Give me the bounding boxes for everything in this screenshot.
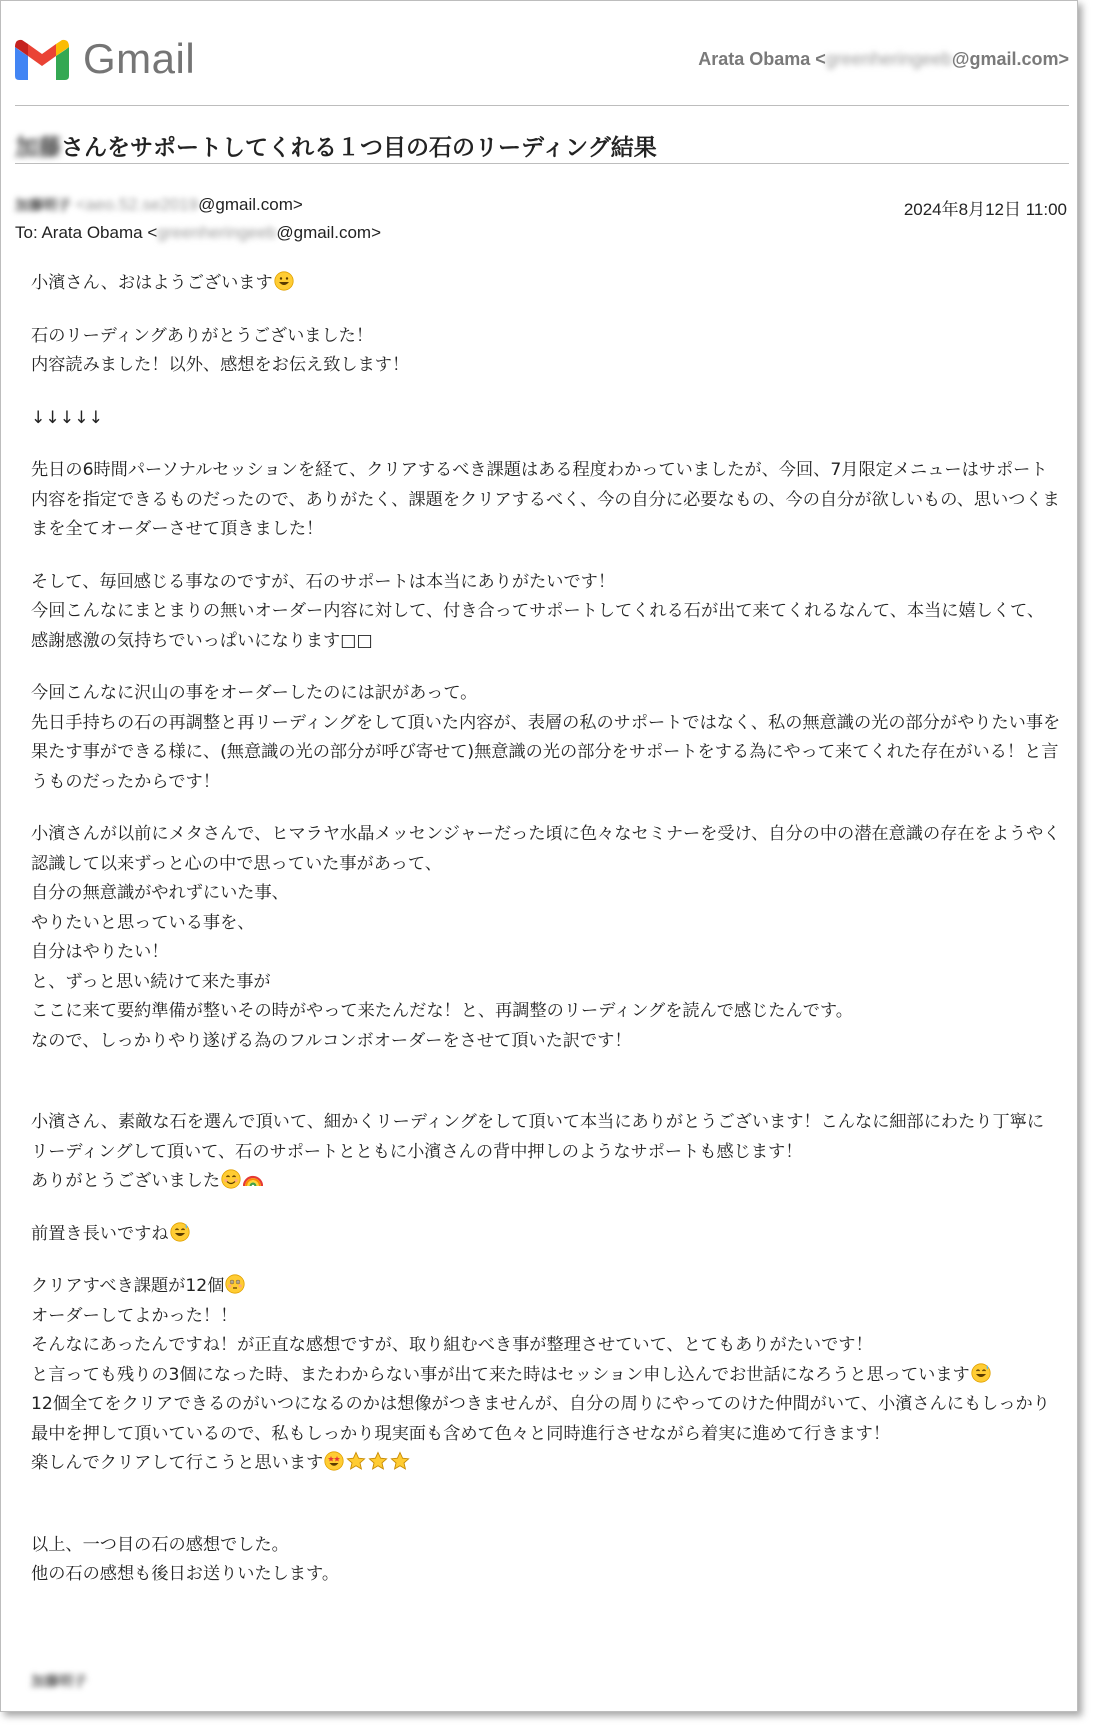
email-body [31,269,1061,1613]
body-paragraph [31,820,1061,1056]
body-line: 小濱さんが以前にメタさんで、ヒマラヤ水晶メッセンジャーだった頃に色々なセミナーを受け、自分の中の潜在意識の存在をようやく認識して以来ずっと心の中で思っていた事があって、 [31,824,1061,874]
body-paragraph: ↓↓↓↓↓ [31,407,104,428]
body-paragraph [31,1220,1061,1250]
sweat-smile-face-icon [170,1222,190,1242]
body-line: 自分はやりたい！ [31,942,169,962]
body-line: 今回こんなにまとまりの無いオーダー内容に対して、付き合ってサポートしてくれる石が出て来てくれるなんて、本当に嬉しくて、感謝感激の気持ちでいっぱいになります [31,601,1045,651]
email-to [15,223,381,243]
body-paragraph [31,1531,1061,1590]
body-line: 12個全てをクリアできるのがいつになるのかは想像がつきませんが、自分の周りにやってのけた仲間がいて、小濱さんにもしっかり最中を押して頂いているので、私もしっかり現実面も含めて色々と同時進行させながら着実に進めて行きます！ [31,1394,1050,1444]
body-line: なので、しっかりやり遂げる為のフルコンボオーダーをさせて頂いた訳です！ [31,1030,632,1051]
header-divider [15,105,1069,106]
sweat-smile-face-icon [971,1363,991,1383]
body-line: オーダーしてよかった！！ [31,1305,238,1326]
body-line: そして、毎回感じる事なのですが、石のサポートは本当にありがたいです！ [31,571,616,592]
body-line: クリアすべき課題が12個 [31,1276,225,1296]
body-line: ここに来て要約準備が整いその時がやって来たんだな！と、再調整のリーディングを読んで感じたんです。 [31,1001,853,1021]
body-line: 小濱さん、素敵な石を選んで頂いて、細かくリーディングをして頂いて本当にありがとうございます！こんなに細部にわたり丁寧にリーディングして頂いて、石のサポートとともに小濱さんの背中押しのようなサポートも感じます！ [31,1112,1045,1162]
greeting-text: 小濱さん、おはようございます [31,273,273,293]
body-paragraph [31,269,1061,299]
account-email-open: < [815,49,826,69]
flushed-face-icon [225,1274,245,1294]
body-line: 前置き長いですね [31,1223,169,1244]
subject-divider [15,163,1069,164]
body-paragraph [31,679,1061,797]
missing-glyph-text: □□ [340,630,373,651]
smiling-face-icon [221,1169,241,1189]
account-email-redacted: greenheringeeb [825,49,952,69]
to-address-domain: @gmail.com> [276,223,382,242]
to-label: To: Arata Obama [15,223,143,242]
body-line: 以上、一つ目の石の感想でした。 [31,1534,289,1555]
email-date: 2024年8月12日 11:00 [903,200,1067,219]
star-struck-face-icon [324,1451,344,1471]
account-info [698,49,1069,70]
from-name-redacted: 加藤明子 [15,197,71,213]
from-address-domain: @gmail.com> [198,195,303,214]
account-name: Arata Obama [698,49,811,69]
body-line: 石のリーディングありがとうございました！ [31,325,374,346]
email-subject [15,129,1069,162]
body-line: と、ずっと思い続けて来た事が [31,971,271,992]
gmail-logo-text: Gmail [83,35,196,82]
account-email-domain: @gmail.com> [951,49,1069,69]
body-line: 内容読みました！以外、感想をお伝え致します！ [31,355,410,375]
body-line: 他の石の感想も後日お送りいたします。 [31,1564,340,1584]
body-paragraph [31,322,1061,381]
body-line: と言っても残りの3個になった時、またわからない事が出て来た時はセッション申し込んでお世話になろうと思っています [31,1364,970,1385]
gmail-logo[interactable] [15,31,195,87]
to-address-open: < [147,223,158,242]
rainbow-icon [243,1169,263,1189]
star-icon [346,1451,366,1471]
grinning-face-icon [274,271,294,291]
subject-text: さんをサポートしてくれる１つ目の石のリーディング結果 [61,135,657,161]
body-line: やりたいと思っている事を、 [31,912,255,933]
star-icon [390,1451,410,1471]
body-line: 楽しんでクリアして行こうと思います [31,1453,324,1473]
to-address-redacted: greenheringeeb [157,223,277,242]
body-line: 先日手持ちの石の再調整と再リーディングをして頂いた内容が、表層の私のサポートではなく、私の無意識の光の部分がやりたい事を果たす事ができる様に、(無意識の光の部分が呼び寄せて)無意識の光の部分をサポートをする為にやって来てくれた存在がいる！と言うものだったからです！ [31,712,1061,792]
body-paragraph: 先日の6時間パーソナルセッションを経て、クリアするべき課題はある程度わかっていましたが、今回、7月限定メニューはサポート内容を指定できるものだったので、ありがたく、課題をクリアするべく、今の自分に必要なもの、今の自分が欲しいもの、思いつくままを全てオーダーさせて頂きました！ [31,460,1060,539]
body-paragraph [31,568,1061,657]
gmail-header [15,31,1069,87]
body-paragraph [31,1108,1061,1197]
body-paragraph [31,1272,1061,1479]
star-icon [368,1451,388,1471]
subject-redacted-name: 加藤 [15,135,61,161]
body-line: そんなにあったんですね！が正直な感想ですが、取り組むべき事が整理させていて、とてもありがたいです！ [31,1335,873,1355]
body-line: ありがとうございました [31,1171,221,1191]
from-address-redacted: <aeo.52.se2019 [75,195,199,214]
gmail-m-logo-icon [15,38,69,80]
email-signature-redacted: 加藤明子 [31,1674,87,1690]
body-line: 今回こんなに沢山の事をオーダーしたのには訳があって。 [31,683,478,703]
body-line: 自分の無意識がやれずにいた事、 [31,883,289,903]
email-from [15,195,303,215]
